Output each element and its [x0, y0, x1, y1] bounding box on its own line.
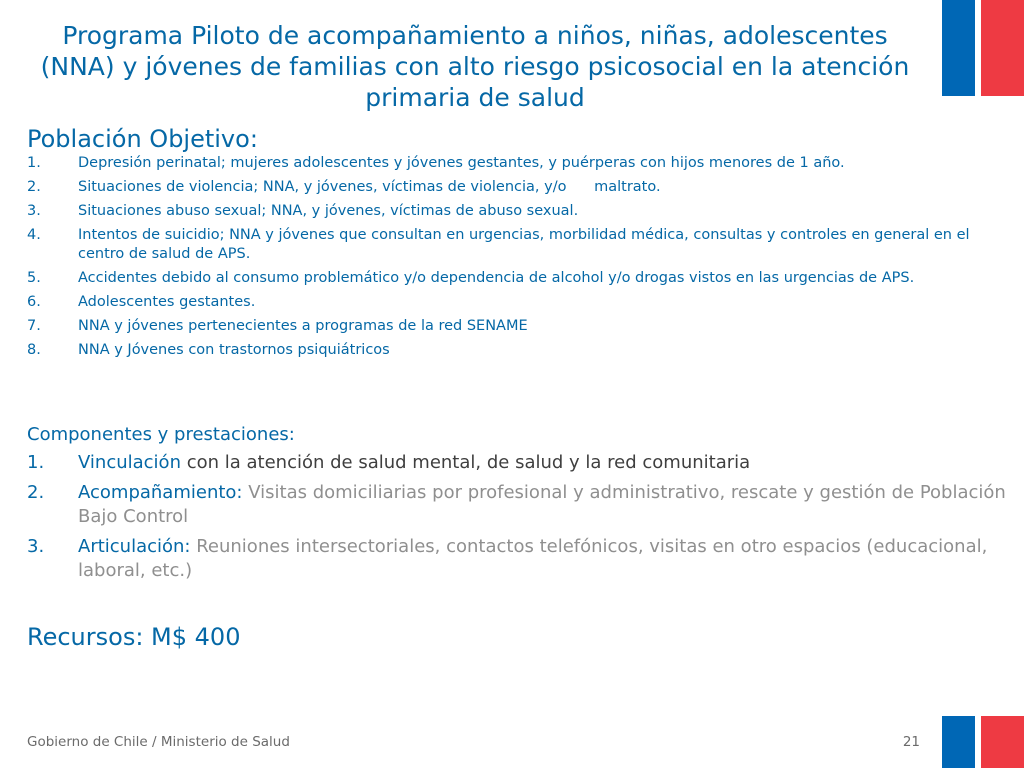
- slide-title: Programa Piloto de acompañamiento a niños, niñas, adolescentes (NNA) y jóvenes de familias con alto riesgo psicosocial en la atención primaria de salud: [40, 21, 910, 112]
- componente-description: con la atención de salud mental, de salud y la red comunitaria: [180, 452, 751, 473]
- poblacion-item: [27, 293, 1007, 312]
- list-number: 3.: [27, 203, 41, 219]
- list-text: Intentos de suicidio; NNA y jóvenes que consultan en urgencias, morbilidad médica, consultas y controles en general en el centro de salud de APS.: [78, 227, 970, 262]
- list-text: NNA y Jóvenes con trastornos psiquiátricos: [78, 342, 390, 358]
- poblacion-item: [27, 317, 1007, 336]
- list-number: 6.: [27, 294, 41, 310]
- list-number: 2.: [27, 179, 41, 195]
- flag-logo-top: [942, 0, 1024, 96]
- flag-red-stripe: [981, 0, 1024, 96]
- list-text: Accidentes debido al consumo problemático y/o dependencia de alcohol y/o drogas vistos en las urgencias de APS.: [78, 270, 915, 286]
- poblacion-item: [27, 178, 1007, 197]
- flag-blue-stripe: [942, 716, 975, 768]
- componente-description: Visitas domiciliarias por profesional y administrativo, rescate y gestión de Población Bajo Control: [78, 482, 1006, 527]
- list-number: 1.: [27, 452, 45, 473]
- componentes-heading: Componentes y prestaciones:: [27, 424, 295, 445]
- page-number: 21: [902, 734, 920, 750]
- list-text: Situaciones de violencia; NNA, y jóvenes, víctimas de violencia, y/o maltrato.: [78, 179, 661, 195]
- list-text: Situaciones abuso sexual; NNA, y jóvenes, víctimas de abuso sexual.: [78, 203, 579, 219]
- flag-blue-stripe: [942, 0, 975, 96]
- poblacion-item: [27, 341, 1007, 360]
- componente-description: Reuniones intersectoriales, contactos telefónicos, visitas en otro espacios (educacional, laboral, etc.): [78, 536, 988, 581]
- poblacion-list: [27, 154, 1007, 365]
- flag-logo-bottom: [942, 716, 1024, 768]
- list-text: Adolescentes gestantes.: [78, 294, 256, 310]
- recursos-heading: Recursos: M$ 400: [27, 623, 241, 651]
- poblacion-item: [27, 202, 1007, 221]
- componentes-list: [27, 451, 1012, 589]
- poblacion-item: [27, 269, 1007, 288]
- list-text: NNA y jóvenes pertenecientes a programas de la red SENAME: [78, 318, 528, 334]
- list-number: 7.: [27, 318, 41, 334]
- poblacion-item: [27, 226, 1007, 264]
- list-number: 8.: [27, 342, 41, 358]
- componente-item: [27, 535, 1012, 583]
- flag-red-stripe: [981, 716, 1024, 768]
- poblacion-heading: Población Objetivo:: [27, 125, 258, 153]
- list-text: [78, 451, 1012, 475]
- list-text: [78, 535, 1012, 583]
- footer-organization: Gobierno de Chile / Ministerio de Salud: [27, 734, 290, 750]
- componente-item: [27, 451, 1012, 475]
- componente-keyword: Articulación:: [78, 536, 191, 557]
- componente-keyword: Vinculación: [78, 452, 181, 473]
- componente-keyword: Acompañamiento:: [78, 482, 243, 503]
- list-number: 3.: [27, 536, 45, 557]
- list-number: 4.: [27, 227, 41, 243]
- list-number: 1.: [27, 155, 41, 171]
- componente-item: [27, 481, 1012, 529]
- list-number: 2.: [27, 482, 45, 503]
- list-number: 5.: [27, 270, 41, 286]
- list-text: Depresión perinatal; mujeres adolescentes y jóvenes gestantes, y puérperas con hijos menores de 1 año.: [78, 155, 845, 171]
- poblacion-item: [27, 154, 1007, 173]
- list-text: [78, 481, 1012, 529]
